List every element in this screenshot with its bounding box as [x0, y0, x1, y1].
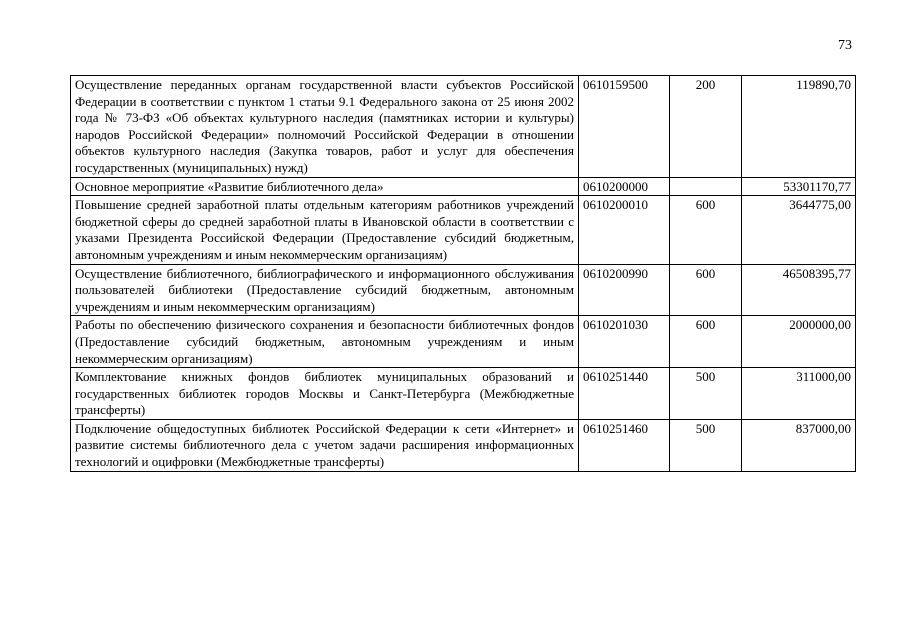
table-row: [71, 316, 856, 368]
row-target-code-cell: 0610251440: [579, 368, 670, 420]
row-amount-cell: 3644775,00: [742, 196, 856, 264]
row-target-code-cell: 0610201030: [579, 316, 670, 368]
row-expense-type-cell: 200: [670, 76, 742, 178]
row-amount-cell: 2000000,00: [742, 316, 856, 368]
table-row: [71, 76, 856, 178]
row-expense-type-cell: [670, 177, 742, 196]
table-row: [71, 419, 856, 471]
row-name-cell: Основное мероприятие «Развитие библиотечного дела»: [71, 177, 579, 196]
row-expense-type-cell: 600: [670, 196, 742, 264]
row-amount-cell: 837000,00: [742, 419, 856, 471]
row-name-cell: Повышение средней заработной платы отдельным категориям работников учреждений бюджетной сферы до средней заработной платы в Ивановской области в соответствии с указами Президента Российской Федерации (Предоставление субсидий бюджетным, автономным учреждениям и иным некоммерческим организациям): [71, 196, 579, 264]
row-target-code-cell: 0610200000: [579, 177, 670, 196]
row-expense-type-cell: 500: [670, 419, 742, 471]
page-number: 73: [838, 38, 852, 53]
row-name-cell: Подключение общедоступных библиотек Российской Федерации к сети «Интернет» и развитие системы библиотечного дела с учетом задачи расширения информационных технологий и оцифровки (Межбюджетные трансферты): [71, 419, 579, 471]
row-expense-type-cell: 600: [670, 264, 742, 316]
row-target-code-cell: 0610251460: [579, 419, 670, 471]
budget-table: [70, 75, 856, 472]
row-target-code-cell: 0610200990: [579, 264, 670, 316]
row-amount-cell: 311000,00: [742, 368, 856, 420]
row-amount-cell: 119890,70: [742, 76, 856, 178]
row-amount-cell: 46508395,77: [742, 264, 856, 316]
row-name-cell: Работы по обеспечению физического сохранения и безопасности библиотечных фондов (Предоставление субсидий бюджетным, автономным учреждениям и иным некоммерческим организациям): [71, 316, 579, 368]
row-target-code-cell: 0610159500: [579, 76, 670, 178]
row-amount-cell: 53301170,77: [742, 177, 856, 196]
table-row: [71, 196, 856, 264]
table-row: [71, 264, 856, 316]
table-row: [71, 177, 856, 196]
row-expense-type-cell: 600: [670, 316, 742, 368]
row-name-cell: Комплектование книжных фондов библиотек муниципальных образований и государственных библиотек городов Москвы и Санкт-Петербурга (Межбюджетные трансферты): [71, 368, 579, 420]
row-name-cell: Осуществление библиотечного, библиографического и информационного обслуживания пользователей библиотеки (Предоставление субсидий бюджетным, автономным учреждениям и иным некоммерческим организациям): [71, 264, 579, 316]
table-row: [71, 368, 856, 420]
row-expense-type-cell: 500: [670, 368, 742, 420]
row-name-cell: Осуществление переданных органам государственной власти субъектов Российской Федерации в соответствии с пунктом 1 статьи 9.1 Федерального закона от 25 июня 2002 года № 73-ФЗ «Об объектах культурного наследия (памятниках истории и культуры) народов Российской Федерации» полномочий Российской Федерации в отношении объектов культурного наследия (Закупка товаров, работ и услуг для обеспечения государственных (муниципальных) нужд): [71, 76, 579, 178]
row-target-code-cell: 0610200010: [579, 196, 670, 264]
